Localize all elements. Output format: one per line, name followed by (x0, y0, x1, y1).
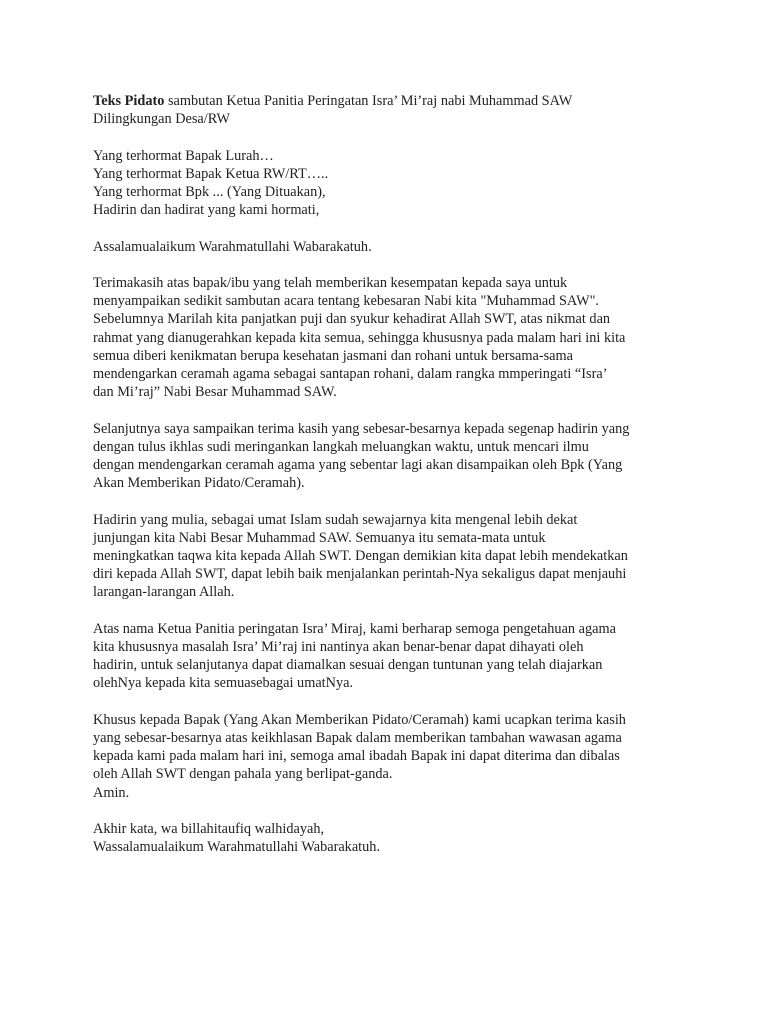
paragraph-line: kepada kami pada malam hari ini, semoga amal ibadah Bapak ini dapat diterima dan dibalas (93, 748, 620, 765)
greeting-line: Yang terhormat Bpk ... (Yang Dituakan), (93, 184, 326, 200)
greeting-line: Hadirin dan hadirat yang kami hormati, (93, 202, 320, 219)
paragraph-line: dengan mendengarkan ceramah agama yang sebentar lagi akan disampaikan oleh Bpk (Yang (93, 457, 623, 473)
greetings-block (93, 147, 693, 220)
closing-block (93, 820, 693, 856)
paragraph-line: kita khususnya masalah Isra’ Mi’raj ini nantinya akan benar-benar dapat dihayati oleh (93, 639, 584, 655)
paragraph-1 (93, 274, 693, 401)
paragraph-3 (93, 511, 693, 602)
title-rest: sambutan Ketua Panitia Peringatan Isra’ Mi’raj nabi Muhammad SAW (164, 93, 573, 109)
paragraph-line: Hadirin yang mulia, sebagai umat Islam sudah sewajarnya kita mengenal lebih dekat (93, 511, 578, 528)
paragraph-line: mendengarkan ceramah agama sebagai santapan rohani, dalam rangka mmperingati “Isra’ (93, 366, 608, 382)
greeting-line: Yang terhormat Bapak Lurah… (93, 147, 274, 164)
paragraph-line: Atas nama Ketua Panitia peringatan Isra’ Miraj, kami berharap semoga pengetahuan agama (93, 620, 616, 637)
salam-line: Assalamualaikum Warahmatullahi Wabarakatuh. (93, 238, 372, 255)
paragraph-4 (93, 620, 693, 693)
paragraph-2 (93, 420, 693, 493)
paragraph-line: oleh Allah SWT dengan pahala yang berlipat-ganda. (93, 766, 393, 783)
spacer (93, 693, 693, 711)
paragraph-line: Akan Memberikan Pidato/Ceramah). (93, 475, 305, 492)
paragraph-line: larangan-larangan Allah. (93, 584, 235, 601)
paragraph-line: dengan tulus ikhlas sudi meringankan langkah meluangkan waktu, untuk mencari ilmu (93, 438, 589, 455)
paragraph-line: junjungan kita Nabi Besar Muhammad SAW. Semuanya itu semata-mata untuk (93, 529, 546, 546)
paragraph-line: meningkatkan taqwa kita kepada Allah SWT. Dengan demikian kita dapat lebih mendekatkan (93, 548, 628, 564)
title-bold: Teks Pidato (93, 93, 165, 109)
paragraph-line: Khusus kepada Bapak (Yang Akan Memberikan Pidato/Ceramah) kami ucapkan terima kasih (93, 711, 626, 728)
spacer (93, 219, 693, 237)
document-title (93, 92, 693, 128)
paragraph-line: semua diberi kenikmatan berupa kesehatan jasmani dan rohani untuk bersama-sama (93, 347, 573, 364)
greeting-line: Yang terhormat Bapak Ketua RW/RT….. (93, 165, 329, 182)
paragraph-5 (93, 711, 693, 802)
paragraph-line: hadirin, untuk selanjutanya dapat diamalkan sesuai dengan tuntunan yang telah diajarkan (93, 657, 603, 674)
paragraph-line: Terimakasih atas bapak/ibu yang telah memberikan kesempatan kepada saya untuk (93, 274, 568, 291)
title-line-2: Dilingkungan Desa/RW (93, 111, 230, 128)
closing-line: Akhir kata, wa billahitaufiq walhidayah, (93, 821, 325, 837)
spacer (93, 802, 693, 820)
document-page (93, 92, 693, 856)
closing-line: Wassalamualaikum Warahmatullahi Wabarakatuh. (93, 839, 381, 856)
paragraph-line: menyampaikan sedikit sambutan acara tentang kebesaran Nabi kita "Muhammad SAW". (93, 293, 599, 310)
spacer (93, 492, 693, 510)
title-line-1 (93, 92, 693, 110)
paragraph-line: olehNya kepada kita semuasebagai umatNya. (93, 675, 354, 692)
paragraph-line: yang sebesar-besarnya atas keikhlasan Bapak dalam memberikan tambahan wawasan agama (93, 730, 622, 746)
spacer (93, 602, 693, 620)
spacer (93, 128, 693, 146)
paragraph-line: dan Mi’raj” Nabi Besar Muhammad SAW. (93, 384, 337, 401)
spacer (93, 256, 693, 274)
paragraph-line: Sebelumnya Marilah kita panjatkan puji dan syukur kehadirat Allah SWT, atas nikmat dan (93, 311, 611, 328)
paragraph-line: diri kepada Allah SWT, dapat lebih baik menjalankan perintah-Nya sekaligus dapat menjauhi (93, 566, 627, 583)
paragraph-line: Selanjutnya saya sampaikan terima kasih yang sebesar-besarnya kepada segenap hadirin yang (93, 420, 630, 437)
paragraph-line: rahmat yang dianugerahkan kepada kita semua, sehingga khususnya pada malam hari ini kita (93, 329, 626, 346)
spacer (93, 401, 693, 419)
paragraph-line: Amin. (93, 784, 130, 801)
